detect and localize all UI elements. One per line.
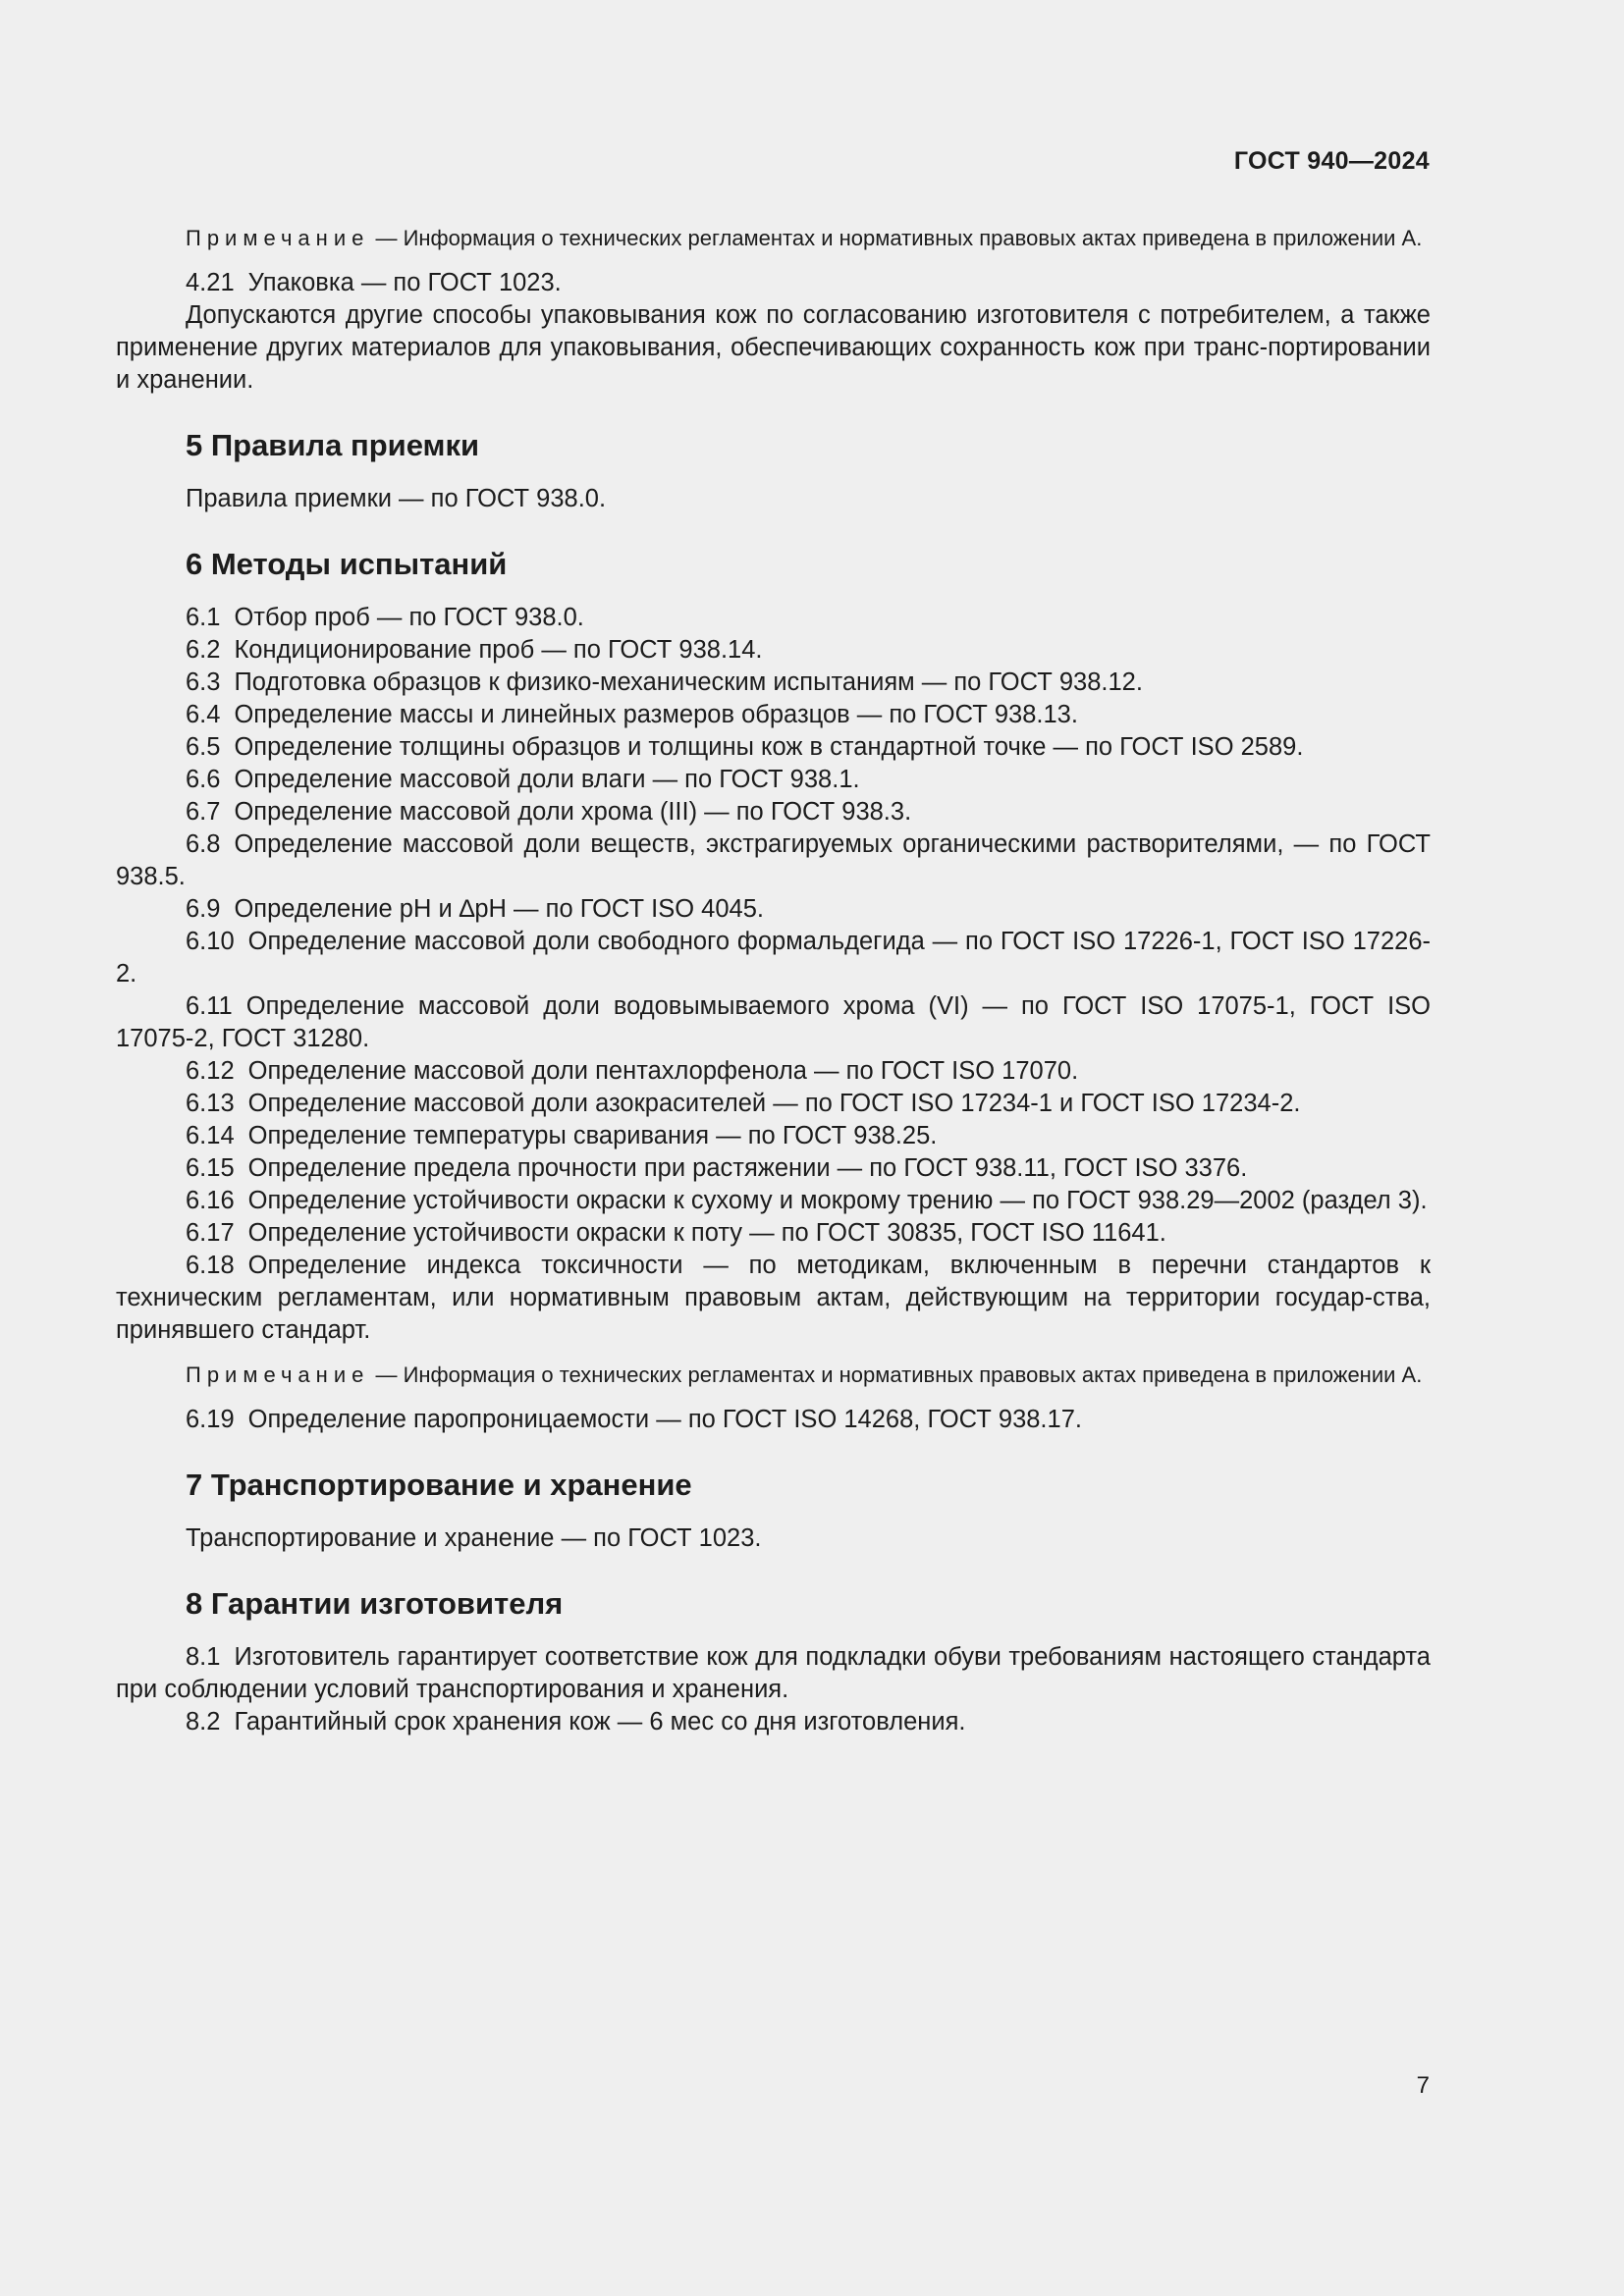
clause-6-10 <box>116 926 1431 990</box>
clause-6-3 <box>116 667 1431 699</box>
clause-6-19 <box>116 1404 1431 1436</box>
clause-number: 6.1 <box>186 604 221 631</box>
clause-text: Определение устойчивости окраски к поту — по ГОСТ 30835, ГОСТ ISO 11641. <box>247 1219 1166 1247</box>
clause-6-4 <box>116 699 1431 731</box>
section-5-text: Правила приемки — по ГОСТ 938.0. <box>186 485 607 512</box>
clause-6-18 <box>116 1250 1431 1347</box>
clause-number: 6.13 <box>186 1090 235 1117</box>
clause-text: Определение массовой доли свободного формальдегида — по ГОСТ ISO 17226-1, ГОСТ ISO 17226-2. <box>116 928 1431 988</box>
clause-6-6 <box>116 764 1431 796</box>
note-technical-regulations <box>116 1361 1431 1390</box>
clause-text: Подготовка образцов к физико-механическим испытаниям — по ГОСТ 938.12. <box>234 668 1143 696</box>
page-number: 7 <box>1416 2072 1430 2099</box>
clause-number: 8.2 <box>186 1708 221 1735</box>
clause-number: 6.10 <box>186 928 235 955</box>
section-7-heading: 7 Транспортирование и хранение <box>186 1468 692 1502</box>
note-technical-regulations <box>116 224 1431 253</box>
clause-8-1 <box>116 1641 1431 1706</box>
clause-number: 6.6 <box>186 766 221 793</box>
clause-number: 6.7 <box>186 798 221 826</box>
section-6-clause-list <box>116 602 1431 1347</box>
clause-text: Определение температуры сваривания — по ГОСТ 938.25. <box>247 1122 938 1149</box>
document-code: ГОСТ 940—2024 <box>1233 147 1430 175</box>
clause-number: 6.19 <box>186 1406 235 1433</box>
clause-6-2 <box>116 634 1431 667</box>
clause-4-21-continuation: Допускаются другие способы упаковывания кож по согласованию изготовителя с потребителем, а также применение других материалов для упаковывания, обеспечивающих сохранность кож при транс-портировании и хранении. <box>116 301 1431 394</box>
note-label: Примечание <box>186 226 370 250</box>
clause-8-2 <box>116 1706 1431 1738</box>
clause-6-5 <box>116 731 1431 764</box>
clause-6-12 <box>116 1055 1431 1088</box>
section-8-heading: 8 Гарантии изготовителя <box>186 1586 564 1621</box>
clause-text: Определение pH и ∆pH — по ГОСТ ISO 4045. <box>234 895 764 923</box>
clause-6-1 <box>116 602 1431 634</box>
clause-6-13 <box>116 1088 1431 1120</box>
clause-text: Определение массовой доли азокрасителей — по ГОСТ ISO 17234-1 и ГОСТ ISO 17234-2. <box>247 1090 1301 1117</box>
clause-number: 8.1 <box>186 1643 221 1671</box>
clause-text: Определение массовой доли влаги — по ГОСТ 938.1. <box>234 766 860 793</box>
clause-text: Отбор проб — по ГОСТ 938.0. <box>234 604 584 631</box>
section-5-heading: 5 Правила приемки <box>186 428 480 462</box>
clause-text: Определение массовой доли водовымываемого хрома (VI) — по ГОСТ ISO 17075-1, ГОСТ ISO 17075-2, ГОСТ 31280. <box>116 992 1431 1052</box>
clause-number: 4.21 <box>186 269 235 296</box>
clause-number: 6.5 <box>186 733 221 761</box>
clause-number: 6.12 <box>186 1057 235 1085</box>
clause-number: 6.17 <box>186 1219 235 1247</box>
clause-text: Определение толщины образцов и толщины кож в стандартной точке — по ГОСТ ISO 2589. <box>234 733 1304 761</box>
clause-text: Определение индекса токсичности — по методикам, включенным в перечни стандартов к техническим регламентам, или нормативным правовым актам, действующим на территории государ-ства, принявшего стандарт. <box>116 1252 1431 1344</box>
clause-number: 6.15 <box>186 1154 235 1182</box>
clause-number: 6.14 <box>186 1122 235 1149</box>
clause-text: Определение устойчивости окраски к сухому и мокрому трению — по ГОСТ 938.29—2002 (раздел 3). <box>247 1187 1428 1214</box>
clause-number: 6.3 <box>186 668 221 696</box>
clause-number: 6.9 <box>186 895 221 923</box>
clause-4-21 <box>116 267 1431 299</box>
clause-text: Изготовитель гарантирует соответствие кож для подкладки обуви требованиям настоящего стандарта при соблюдении условий транспортирования и хранения. <box>116 1643 1431 1703</box>
clause-6-9 <box>116 893 1431 926</box>
clause-text: Определение массовой доли пентахлорфенола — по ГОСТ ISO 17070. <box>247 1057 1079 1085</box>
clause-text: Кондиционирование проб — по ГОСТ 938.14. <box>234 636 763 664</box>
clause-number: 6.18 <box>186 1252 235 1279</box>
clause-number: 6.16 <box>186 1187 235 1214</box>
clause-text: Определение массы и линейных размеров образцов — по ГОСТ 938.13. <box>234 701 1078 728</box>
clause-number: 6.8 <box>186 830 221 858</box>
clause-6-15 <box>116 1152 1431 1185</box>
note-text: — Информация о технических регламентах и нормативных правовых актах приведена в приложении А. <box>369 226 1423 250</box>
section-7-text: Транспортирование и хранение — по ГОСТ 1023. <box>186 1524 762 1552</box>
clause-text: Гарантийный срок хранения кож — 6 мес со дня изготовления. <box>234 1708 966 1735</box>
clause-text: Упаковка — по ГОСТ 1023. <box>247 269 562 296</box>
section-6-heading: 6 Методы испытаний <box>186 547 508 581</box>
clause-number: 6.2 <box>186 636 221 664</box>
clause-number: 6.4 <box>186 701 221 728</box>
note-text: — Информация о технических регламентах и нормативных правовых актах приведена в приложении А. <box>369 1362 1423 1387</box>
note-label: Примечание <box>186 1362 370 1387</box>
clause-text: Определение паропроницаемости — по ГОСТ ISO 14268, ГОСТ 938.17. <box>247 1406 1082 1433</box>
clause-6-14 <box>116 1120 1431 1152</box>
clause-text: Определение массовой доли веществ, экстрагируемых органическими растворителями, — по ГОСТ 938.5. <box>116 830 1431 890</box>
clause-6-8 <box>116 828 1431 893</box>
clause-6-17 <box>116 1217 1431 1250</box>
clause-text: Определение массовой доли хрома (III) — по ГОСТ 938.3. <box>234 798 912 826</box>
clause-6-11 <box>116 990 1431 1055</box>
clause-6-16 <box>116 1185 1431 1217</box>
clause-text: Определение предела прочности при растяжении — по ГОСТ 938.11, ГОСТ ISO 3376. <box>247 1154 1248 1182</box>
clause-number: 6.11 <box>186 992 233 1020</box>
page-content <box>116 224 1431 1738</box>
clause-6-7 <box>116 796 1431 828</box>
